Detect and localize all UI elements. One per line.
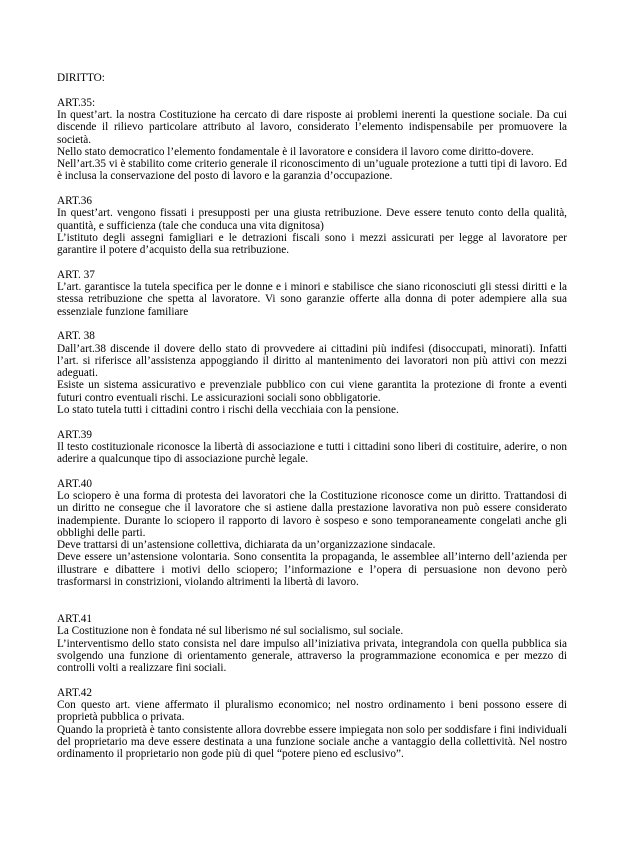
section-paragraph: Il testo costituzionale riconosce la libertà di associazione e tutti i cittadini sono liberi di costituire, aderire, o non aderire a qualcunque tipo di associazione purchè legale. — [57, 440, 567, 465]
section-heading: ART. 37 — [57, 268, 95, 281]
document-page — [57, 72, 567, 773]
section-paragraph: In quest’art. vengono fissati i presupposti per una giusta retribuzione. Deve essere tenuto conto della qualità, quantità, e sufficienza (tale che conduca una vita dignitosa) — [57, 207, 567, 232]
section-heading: ART.39 — [57, 428, 93, 441]
section-art-41 — [57, 613, 567, 674]
document-title: DIRITTO: — [57, 72, 105, 84]
section-paragraph: Deve essere un’astensione volontaria. Sono consentita la propaganda, le assemblee all’interno dell’azienda per illustrare e dibattere i motivi dello sciopero; l’informazione e l’opera di persuasione non devono però trasformarsi in constrizioni, violando altrimenti la libertà di lavoro. — [57, 551, 567, 588]
section-paragraph: Nello stato democratico l’elemento fondamentale è il lavoratore e considera il lavoro come diritto-dovere. — [57, 145, 534, 158]
section-art-36 — [57, 195, 567, 256]
section-paragraph: Lo sciopero è una forma di protesta dei lavoratori che la Costituzione riconosce come un diritto. Trattandosi di un diritto ne consegue che il lavoratore che si astiene dalla prestazione lavorativa non può essere considerato inadempiente. Durante lo sciopero il rapporto di lavoro è sospeso e sono temporaneamente congelati anche gli obblighi delle parti. — [57, 490, 567, 539]
section-heading: ART. 38 — [57, 330, 95, 343]
section-paragraph: L’interventismo dello stato consista nel dare impulso all’iniziativa privata, integrandola con quella pubblica sia svolgendo una funzione di orientamento generale, attraverso la programmazione economica e per mezzo di controlli volti a realizzare fini sociali. — [57, 637, 567, 674]
section-paragraph: L’art. garantisce la tutela specifica per le donne e i minori e stabilisce che siano riconosciuti gli stessi diritti e la stessa retribuzione che spetta al lavoratore. Vi sono garanzie offerte alla donna di poter adempiere alla sua essenziale funzione familiare — [57, 281, 567, 318]
section-art-40 — [57, 478, 567, 588]
section-paragraph: Quando la proprietà è tanto consistente allora dovrebbe essere impiegata non solo per soddisfare i fini individuali del proprietario ma deve essere destinata a una funzione sociale anche a vantaggio della collettività. Nel nostro ordinamento il proprietario non gode più di quel “potere pieno ed esclusivo”. — [57, 723, 567, 760]
section-heading: ART.40 — [57, 477, 93, 490]
section-paragraph: In quest’art. la nostra Costituzione ha cercato di dare risposte ai problemi inerenti la questione sociale. Da cui discende il rilievo particolare attributo al lavoro, considerato l’elemento indispensabile per promuovere la società. — [57, 109, 567, 146]
section-paragraph: Lo stato tutela tutti i cittadini contro i rischi della vecchiaia con la pensione. — [57, 403, 399, 416]
section-paragraph: Esiste un sistema assicurativo e prevenziale pubblico con cui viene garantita la protezione di fronte a eventi futuri contro eventuali rischi. Le assicurazioni sociali sono obbligatorie. — [57, 379, 567, 404]
section-art-42 — [57, 687, 567, 761]
section-heading: ART.41 — [57, 613, 93, 625]
section-heading: ART.42 — [57, 686, 93, 699]
section-paragraph: Con questo art. viene affermato il pluralismo economico; nel nostro ordinamento i beni possono essere di proprietà pubblica o privata. — [57, 699, 567, 724]
section-heading: ART.35: — [57, 96, 96, 109]
section-heading: ART.36 — [57, 195, 93, 207]
section-paragraph: L’istituto degli assegni famigliari e le detrazioni fiscali sono i mezzi assicurati per legge al lavoratore per garantire il potere d’acquisto della sua retribuzione. — [57, 231, 567, 256]
section-paragraph: Dall’art.38 discende il dovere dello stato di provvedere ai cittadini più indifesi (disoccupati, minorati). Infatti l’art. si riferisce all’assistenza appoggiando il diritto al mantenimento dei lavoratori non più attivi con mezzi adeguati. — [57, 342, 567, 379]
section-paragraph: Nell’art.35 vi è stabilito come criterio generale il riconoscimento di un’uguale protezione a tutti tipi di lavoro. Ed è inclusa la conservazione del posto di lavoro e la garanzia d’occupazione. — [57, 158, 567, 183]
section-art-37 — [57, 269, 567, 318]
section-paragraph: Deve trattarsi di un’astensione collettiva, dichiarata da un’organizzazione sindacale. — [57, 539, 436, 551]
section-art-35 — [57, 97, 567, 183]
section-art-39 — [57, 429, 567, 466]
section-paragraph: La Costituzione non è fondata né sul liberismo né sul socialismo, sul sociale. — [57, 625, 404, 638]
section-art-38 — [57, 330, 567, 416]
